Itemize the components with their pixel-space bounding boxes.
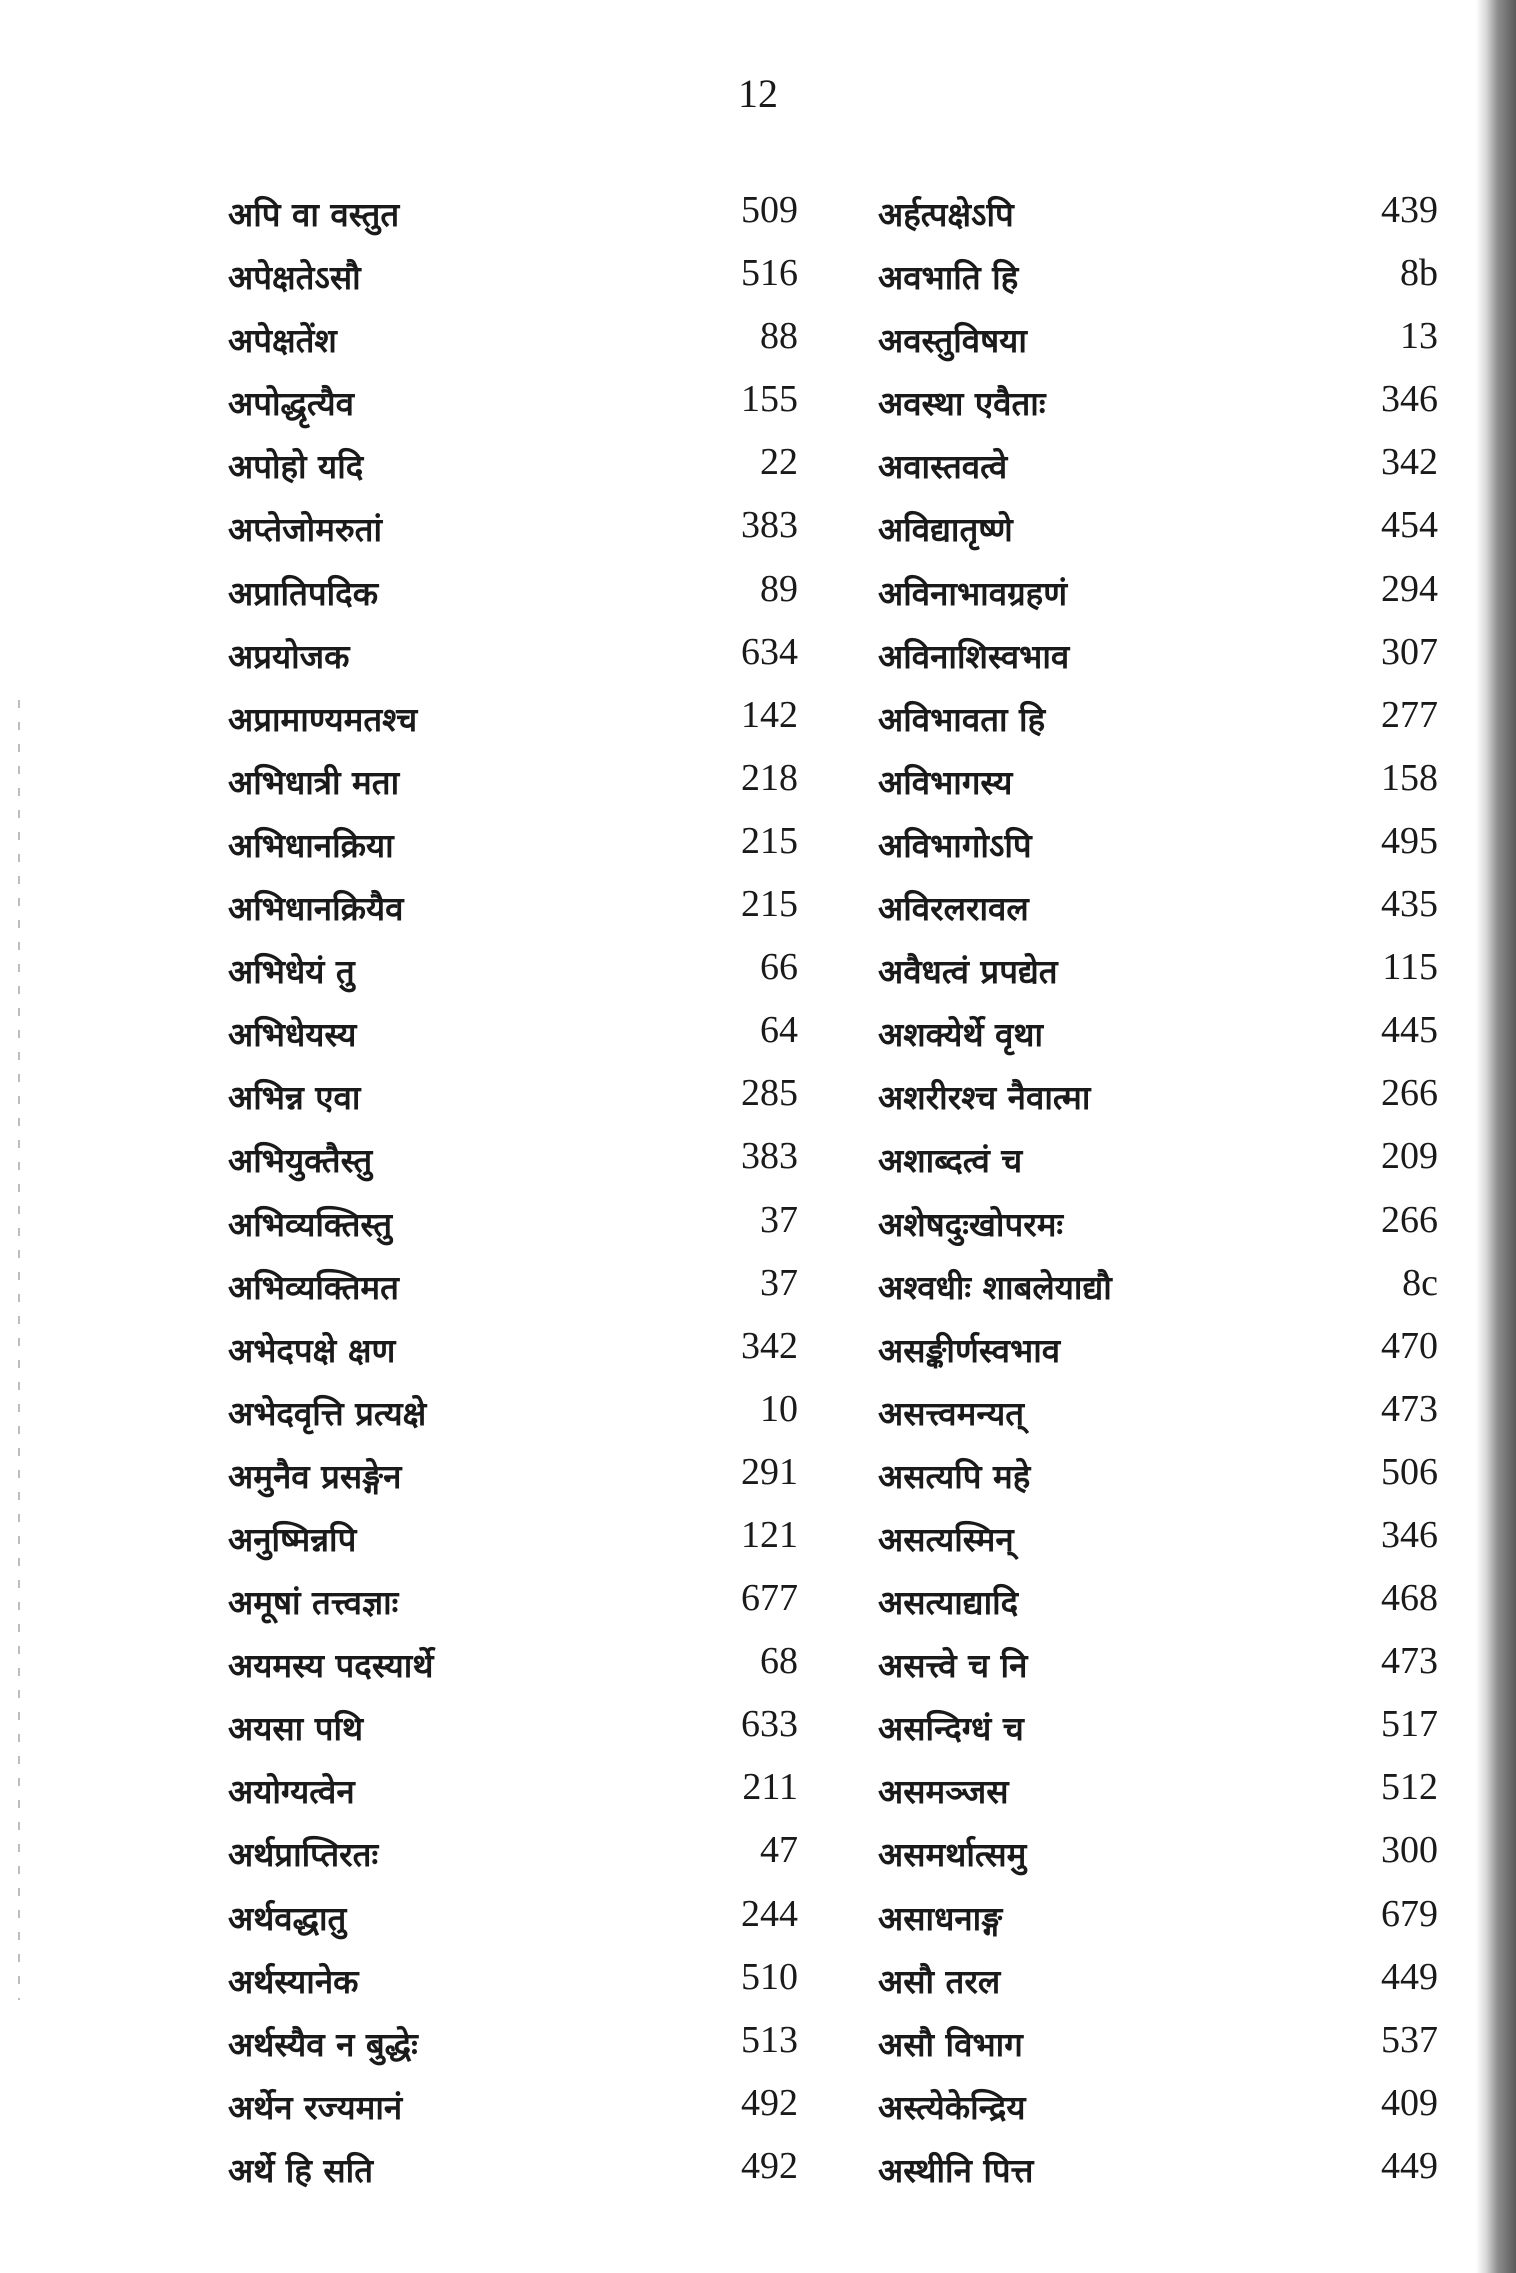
index-entry xyxy=(878,940,1438,1003)
entry-page-number: 88 xyxy=(760,315,798,358)
index-column-left xyxy=(228,183,798,2202)
entry-page-number: 37 xyxy=(760,1261,798,1304)
entry-page-number: 512 xyxy=(1381,1766,1438,1809)
entry-term: अपोद्धृत्यैव xyxy=(228,384,354,424)
entry-term: अविनाशिस्वभाव xyxy=(878,636,1070,676)
index-entry xyxy=(878,435,1438,498)
index-entry xyxy=(228,1445,798,1508)
index-entry xyxy=(878,625,1438,688)
entry-term: अस्त्येकेन्द्रिय xyxy=(878,2087,1026,2127)
entry-page-number: 449 xyxy=(1381,1955,1438,1998)
entry-page-number: 277 xyxy=(1381,693,1438,736)
index-entry xyxy=(228,2139,798,2202)
entry-page-number: 342 xyxy=(1381,441,1438,484)
index-entry xyxy=(228,435,798,498)
index-entry xyxy=(878,1445,1438,1508)
entry-page-number: 346 xyxy=(1381,378,1438,421)
entry-term: अभिधेयं तु xyxy=(228,952,355,992)
entry-term: अप्रयोजक xyxy=(228,636,350,676)
entry-page-number: 155 xyxy=(741,378,798,421)
entry-page-number: 209 xyxy=(1381,1135,1438,1178)
index-entry xyxy=(878,1382,1438,1445)
entry-page-number: 513 xyxy=(741,2018,798,2061)
entry-term: अशाब्दत्वं च xyxy=(878,1141,1023,1181)
entry-term: अवैधत्वं प्रपद्येत xyxy=(878,952,1058,992)
entry-term: अप्रातिपदिक xyxy=(228,573,379,613)
page-number: 12 xyxy=(738,71,778,116)
index-entry xyxy=(878,1950,1438,2013)
entry-term: अविभागोऽपि xyxy=(878,825,1032,865)
index-entry xyxy=(878,1571,1438,1634)
entry-page-number: 449 xyxy=(1381,2144,1438,2187)
entry-term: अविरलरावल xyxy=(878,889,1029,929)
index-entry xyxy=(878,1760,1438,1823)
entry-page-number: 294 xyxy=(1381,567,1438,610)
entry-term: अर्थेन रज्यमानं xyxy=(228,2087,403,2127)
entry-term: अर्थप्राप्तिरतः xyxy=(228,1835,379,1875)
entry-page-number: 68 xyxy=(760,1640,798,1683)
entry-term: अभिधात्री मता xyxy=(228,762,400,802)
entry-term: असमर्थात्समु xyxy=(878,1835,1027,1875)
entry-page-number: 64 xyxy=(760,1009,798,1052)
index-entry xyxy=(878,1823,1438,1886)
entry-page-number: 66 xyxy=(760,946,798,989)
entry-page-number: 454 xyxy=(1381,504,1438,547)
entry-term: अभिव्यक्तिमत xyxy=(228,1267,399,1307)
entry-term: अप्रामाण्यमतश्च xyxy=(228,699,418,739)
entry-page-number: 244 xyxy=(741,1892,798,1935)
entry-term: अवभाति हि xyxy=(878,258,1019,298)
index-entry xyxy=(878,2013,1438,2076)
entry-page-number: 307 xyxy=(1381,630,1438,673)
entry-page-number: 115 xyxy=(1382,946,1438,989)
index-entry xyxy=(228,2076,798,2139)
index-entry xyxy=(228,1129,798,1192)
entry-term: असमञ्जस xyxy=(878,1772,1009,1812)
index-entry xyxy=(228,1382,798,1445)
index-entry xyxy=(228,1003,798,1066)
entry-term: अशेषदुःखोपरमः xyxy=(878,1204,1064,1244)
entry-term: अपेक्षतेंश xyxy=(228,321,337,361)
entry-page-number: 495 xyxy=(1381,819,1438,862)
index-entry xyxy=(228,1823,798,1886)
entry-page-number: 346 xyxy=(1381,1513,1438,1556)
entry-page-number: 37 xyxy=(760,1198,798,1241)
entry-page-number: 492 xyxy=(741,2081,798,2124)
entry-term: अमुनैव प्रसङ्गेन xyxy=(228,1456,402,1496)
entry-term: असत्त्वे च नि xyxy=(878,1646,1028,1686)
entry-term: अपि वा वस्तुत xyxy=(228,195,400,234)
entry-page-number: 215 xyxy=(741,819,798,862)
entry-page-number: 468 xyxy=(1381,1577,1438,1620)
index-entry xyxy=(228,1571,798,1634)
entry-term: असत्याद्यादि xyxy=(878,1583,1019,1623)
entry-page-number: 342 xyxy=(741,1324,798,1367)
index-entry xyxy=(228,498,798,561)
entry-term: अनुष्मिन्नपि xyxy=(228,1519,357,1559)
entry-term: अर्थस्यानेक xyxy=(228,1961,359,2001)
index-entry xyxy=(878,1508,1438,1571)
entry-page-number: 13 xyxy=(1400,315,1438,358)
entry-term: अवास्तवत्वे xyxy=(878,447,1008,487)
index-entry xyxy=(228,1950,798,2013)
index-entry xyxy=(878,498,1438,561)
index-entry xyxy=(228,1760,798,1823)
entry-page-number: 633 xyxy=(741,1703,798,1746)
entry-page-number: 10 xyxy=(760,1387,798,1430)
entry-term: अर्थे हि सति xyxy=(228,2150,374,2190)
entry-page-number: 211 xyxy=(742,1766,798,1809)
index-entry xyxy=(878,183,1438,246)
entry-term: अर्थस्यैव न बुद्धेः xyxy=(228,2024,418,2064)
entry-page-number: 677 xyxy=(741,1577,798,1620)
index-entry xyxy=(878,2076,1438,2139)
entry-page-number: 218 xyxy=(741,756,798,799)
entry-term: अभिव्यक्तिस्तु xyxy=(228,1204,393,1244)
entry-page-number: 516 xyxy=(741,252,798,295)
index-entry xyxy=(228,183,798,246)
entry-term: अपोहो यदि xyxy=(228,447,364,487)
entry-term: अविनाभावग्रहणं xyxy=(878,573,1068,613)
entry-term: अविभागस्य xyxy=(878,762,1013,802)
entry-term: अभिधानक्रिया xyxy=(228,825,394,865)
entry-term: अयमस्य पदस्यार्थे xyxy=(228,1646,434,1686)
index-entry xyxy=(228,246,798,309)
entry-page-number: 439 xyxy=(1381,189,1438,231)
index-entry xyxy=(228,814,798,877)
index-entry xyxy=(878,1634,1438,1697)
index-entry xyxy=(228,1697,798,1760)
index-entry xyxy=(228,1319,798,1382)
entry-page-number: 158 xyxy=(1381,756,1438,799)
index-entry xyxy=(878,1256,1438,1319)
index-entry xyxy=(878,2139,1438,2202)
entry-term: अभियुक्तैस्तु xyxy=(228,1141,373,1181)
entry-term: असत्त्वमन्यत् xyxy=(878,1393,1025,1433)
index-entry xyxy=(228,751,798,814)
index-entry xyxy=(228,1193,798,1256)
index-entry xyxy=(228,940,798,1003)
entry-page-number: 383 xyxy=(741,1135,798,1178)
entry-term: अर्थवद्धातु xyxy=(228,1898,347,1938)
entry-page-number: 470 xyxy=(1381,1324,1438,1367)
entry-term: अवस्तुविषया xyxy=(878,321,1027,361)
index-entry xyxy=(228,1508,798,1571)
entry-page-number: 266 xyxy=(1381,1072,1438,1115)
index-entry xyxy=(878,562,1438,625)
entry-term: अस्थीनि पित्त xyxy=(878,2150,1034,2190)
entry-term: अविद्यातृष्णे xyxy=(878,510,1013,550)
entry-term: अभेदपक्षे क्षण xyxy=(228,1330,396,1370)
index-entry xyxy=(228,877,798,940)
entry-term: असत्यस्मिन् xyxy=(878,1519,1014,1559)
entry-page-number: 8b xyxy=(1400,252,1438,295)
entry-page-number: 679 xyxy=(1381,1892,1438,1935)
index-entry xyxy=(878,246,1438,309)
index-entry xyxy=(878,1129,1438,1192)
index-entry xyxy=(878,309,1438,372)
entry-page-number: 8c xyxy=(1402,1261,1438,1304)
entry-page-number: 121 xyxy=(741,1513,798,1556)
entry-term: असौ तरल xyxy=(878,1961,1001,2001)
index-entry xyxy=(878,814,1438,877)
entry-page-number: 537 xyxy=(1381,2018,1438,2061)
index-entry xyxy=(878,1003,1438,1066)
entry-term: असन्दिग्धं च xyxy=(878,1709,1024,1749)
entry-page-number: 510 xyxy=(741,1955,798,1998)
entry-term: अभिधानक्रियैव xyxy=(228,889,404,929)
entry-term: अशरीरश्च नैवात्मा xyxy=(878,1078,1091,1118)
entry-page-number: 22 xyxy=(760,441,798,484)
index-entry xyxy=(228,625,798,688)
entry-term: अभिन्न एवा xyxy=(228,1078,361,1118)
entry-page-number: 291 xyxy=(741,1450,798,1493)
entry-page-number: 383 xyxy=(741,504,798,547)
entry-term: असङ्कीर्णस्वभाव xyxy=(878,1330,1061,1370)
entry-page-number: 409 xyxy=(1381,2081,1438,2124)
index-entry xyxy=(228,309,798,372)
entry-term: अभेदवृत्ति प्रत्यक्षे xyxy=(228,1393,427,1433)
index-column-right xyxy=(878,183,1438,2202)
entry-page-number: 215 xyxy=(741,883,798,926)
entry-page-number: 506 xyxy=(1381,1450,1438,1493)
entry-page-number: 285 xyxy=(741,1072,798,1115)
entry-term: अविभावता हि xyxy=(878,699,1046,739)
entry-term: अमूषां तत्त्वज्ञाः xyxy=(228,1583,399,1623)
index-entry xyxy=(878,688,1438,751)
entry-term: असाधनाङ्ग xyxy=(878,1898,1003,1938)
index-entry xyxy=(878,751,1438,814)
index-entry xyxy=(878,1193,1438,1256)
entry-term: अयोग्यत्वेन xyxy=(228,1772,355,1812)
index-entry xyxy=(228,688,798,751)
entry-page-number: 89 xyxy=(760,567,798,610)
index-entry xyxy=(878,877,1438,940)
entry-term: अभिधेयस्य xyxy=(228,1015,357,1055)
entry-term: अवस्था एवैताः xyxy=(878,384,1046,424)
index-entry xyxy=(228,1066,798,1129)
index-entry xyxy=(228,562,798,625)
entry-page-number: 492 xyxy=(741,2144,798,2187)
index-entry xyxy=(878,1066,1438,1129)
index-entry xyxy=(228,2013,798,2076)
entry-page-number: 517 xyxy=(1381,1703,1438,1746)
index-entry xyxy=(228,1256,798,1319)
index-entry xyxy=(878,1887,1438,1950)
index-entry xyxy=(228,372,798,435)
entry-page-number: 445 xyxy=(1381,1009,1438,1052)
entry-term: अयसा पथि xyxy=(228,1709,364,1749)
entry-page-number: 634 xyxy=(741,630,798,673)
index-entry xyxy=(878,372,1438,435)
page-edge-shadow xyxy=(1476,0,1516,2273)
left-margin-artifact xyxy=(18,700,20,2000)
entry-term: असौ विभाग xyxy=(878,2024,1023,2064)
entry-page-number: 266 xyxy=(1381,1198,1438,1241)
index-entry xyxy=(878,1697,1438,1760)
entry-term: अपेक्षतेऽसौ xyxy=(228,258,361,298)
entry-page-number: 473 xyxy=(1381,1387,1438,1430)
entry-page-number: 435 xyxy=(1381,883,1438,926)
entry-page-number: 142 xyxy=(741,693,798,736)
index-entry xyxy=(228,1887,798,1950)
entry-term: अर्हत्पक्षेऽपि xyxy=(878,195,1014,234)
entry-term: असत्यपि महे xyxy=(878,1456,1031,1496)
entry-term: अशक्येर्थे वृथा xyxy=(878,1015,1044,1055)
index-entry xyxy=(228,1634,798,1697)
entry-term: अप्तेजोमरुतां xyxy=(228,510,383,550)
entry-page-number: 473 xyxy=(1381,1640,1438,1683)
entry-page-number: 47 xyxy=(760,1829,798,1872)
entry-page-number: 300 xyxy=(1381,1829,1438,1872)
index-entry xyxy=(878,1319,1438,1382)
entry-page-number: 509 xyxy=(741,189,798,231)
entry-term: अश्वधीः शाबलेयाद्यौ xyxy=(878,1267,1112,1307)
